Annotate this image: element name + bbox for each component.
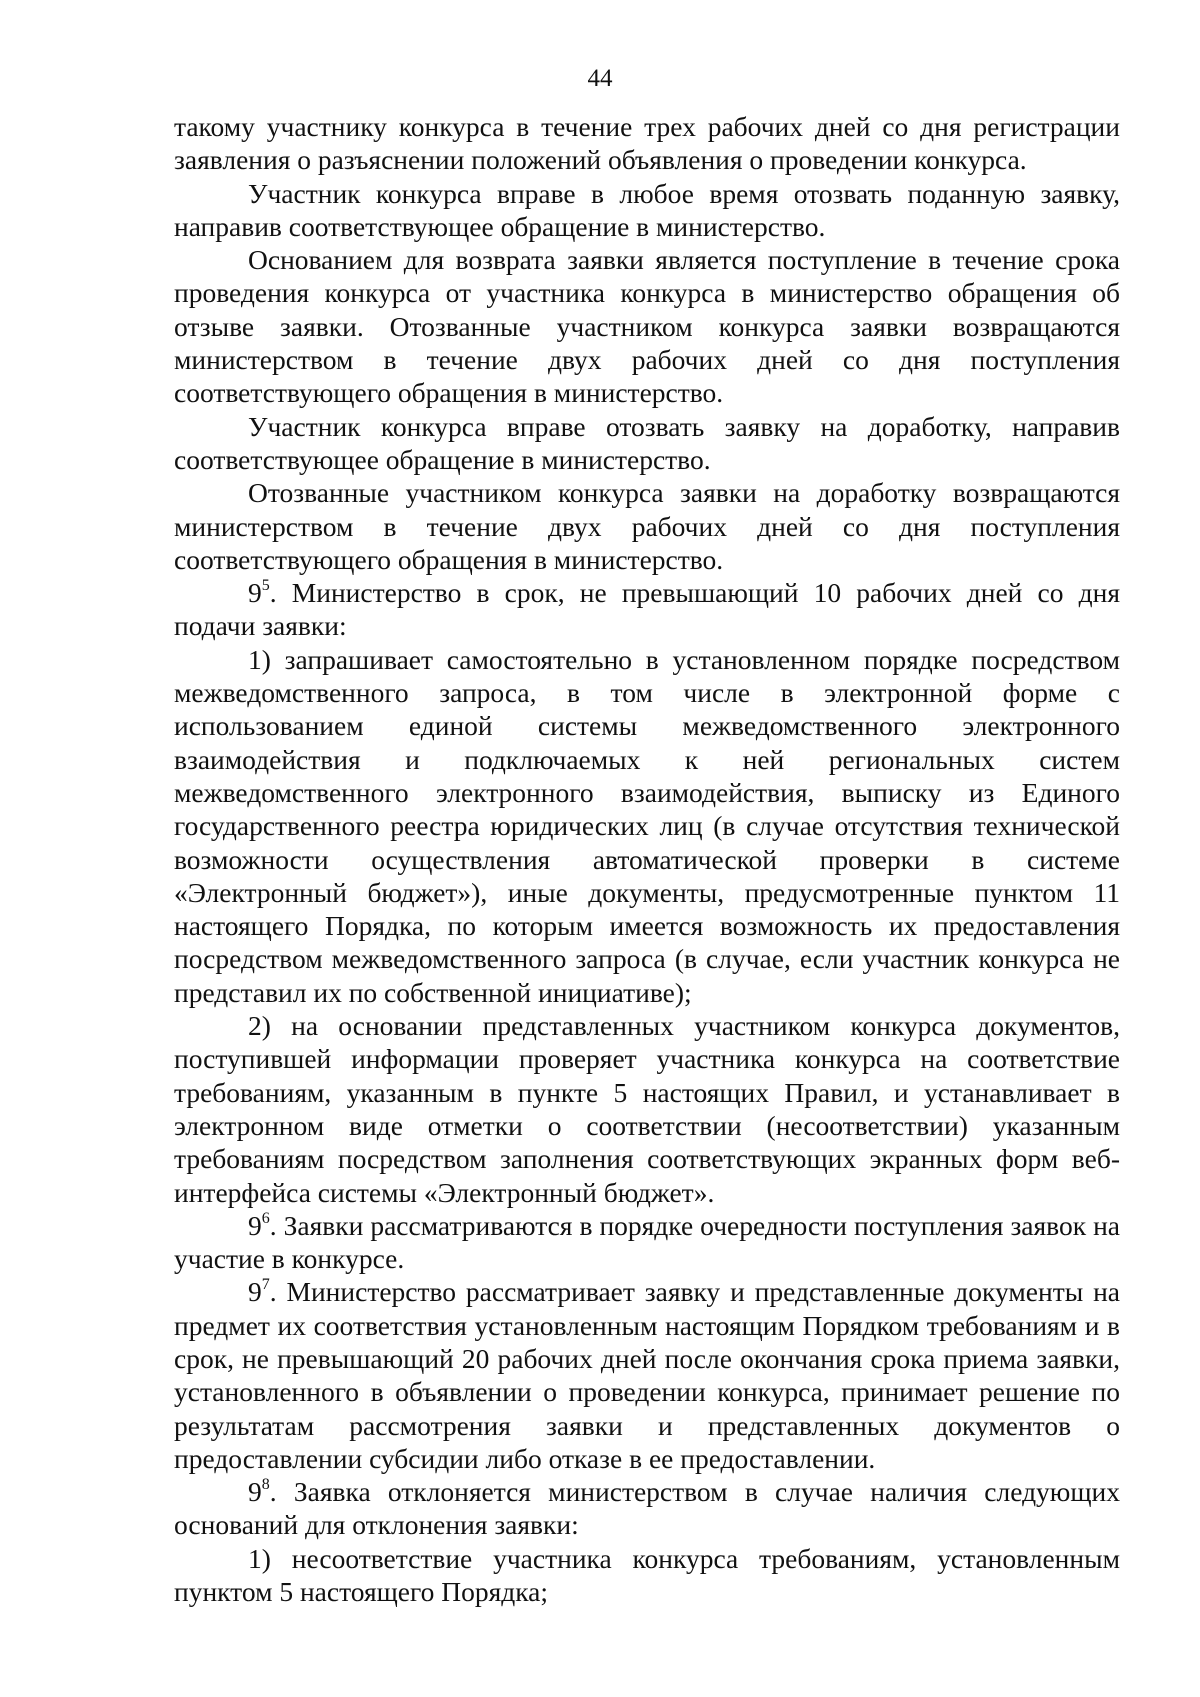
clause-superscript: 6 [261,1209,270,1227]
document-body [174,110,1120,1608]
paragraph [174,177,1120,244]
paragraph-text: Участник конкурса вправе в любое время отозвать поданную заявку, направив соответствующее обращение в министерство. [174,177,1120,242]
clause-superscript: 8 [261,1476,270,1494]
paragraph [174,243,1120,409]
paragraph-text: Участник конкурса вправе отозвать заявку на доработку, направив соответствующее обращение в министерство. [174,410,1120,475]
paragraph [174,1542,1120,1609]
paragraph [174,110,1120,177]
paragraph [174,643,1120,1009]
paragraph-text: Отозванные участником конкурса заявки на доработку возвращаются министерством в течение двух рабочих дней со дня поступления соответствующего обращения в министерство. [174,477,1120,575]
paragraph-text: . Заявки рассматриваются в порядке очередности поступления заявок на участие в конкурсе. [174,1209,1120,1275]
page-number: 44 [587,65,613,92]
paragraph [174,1475,1120,1542]
paragraph-text: Основанием для возврата заявки является поступление в течение срока проведения конкурса от участника конкурса в министерство обращения об отзыве заявки. Отозванные участником конкурса заявки возвращаются министерством в течение двух рабочих дней со дня поступления соответствующего обращения в министерство. [174,244,1120,409]
paragraph [174,1209,1120,1276]
paragraph-text: . Министерство в срок, не превышающий 10 рабочих дней со дня подачи заявки: [174,577,1120,642]
paragraph-text: такому участнику конкурса в течение трех рабочих дней со дня регистрации заявления о разъяснении положений объявления о проведении конкурса. [174,111,1120,176]
paragraph [174,1275,1120,1475]
clause-number: 9 [248,1209,262,1241]
paragraph [174,476,1120,576]
paragraph-text: 1) несоответствие участника конкурса требованиям, установленным пунктом 5 настоящего Порядка; [174,1542,1120,1608]
paragraph-text: 1) запрашивает самостоятельно в установленном порядке посредством межведомственного запроса, в том числе в электронной форме с использованием единой системы межведомственного электронного взаимодействия и подключаемых к ней региональных систем межведомственного электронного взаимодействия, выписку из Единого государственного реестра юридических лиц (в случае отсутствия технической возможности осуществления автоматической проверки в системе «Электронный бюджет»), иные документы, предусмотренные пунктом 11 настоящего Порядка, по которым имеется возможность их предоставления посредством межведомственного запроса (в случае, если участник конкурса не представил их по собственной инициативе); [174,643,1120,1008]
paragraph-text: . Министерство рассматривает заявку и представленные документы на предмет их соответствия установленным настоящим Порядком требованиям и в срок, не превышающий 20 рабочих дней после окончания срока приема заявки, установленного в объявлении о проведении конкурса, принимает решение по результатам рассмотрения заявки и представленных документов о предоставлении субсидии либо отказе в ее предоставлении. [174,1276,1120,1474]
paragraph [174,1009,1120,1209]
clause-number: 9 [248,577,262,609]
clause-number: 9 [248,1476,262,1508]
clause-superscript: 7 [261,1276,270,1294]
paragraph [174,576,1120,643]
paragraph-text: . Заявка отклоняется министерством в случае наличия следующих оснований для отклонения заявки: [174,1476,1120,1541]
paragraph [174,410,1120,477]
paragraph-text: 2) на основании представленных участником конкурса документов, поступившей информации проверяет участника конкурса на соответствие требованиям, указанным в пункте 5 настоящих Правил, и устанавливает в электронном виде отметки о соответствии (несоответствии) указанным требованиям посредством заполнения соответствующих экранных форм веб-интерфейса системы «Электронный бюджет». [174,1010,1120,1208]
clause-number: 9 [248,1276,262,1308]
clause-superscript: 5 [261,577,270,594]
